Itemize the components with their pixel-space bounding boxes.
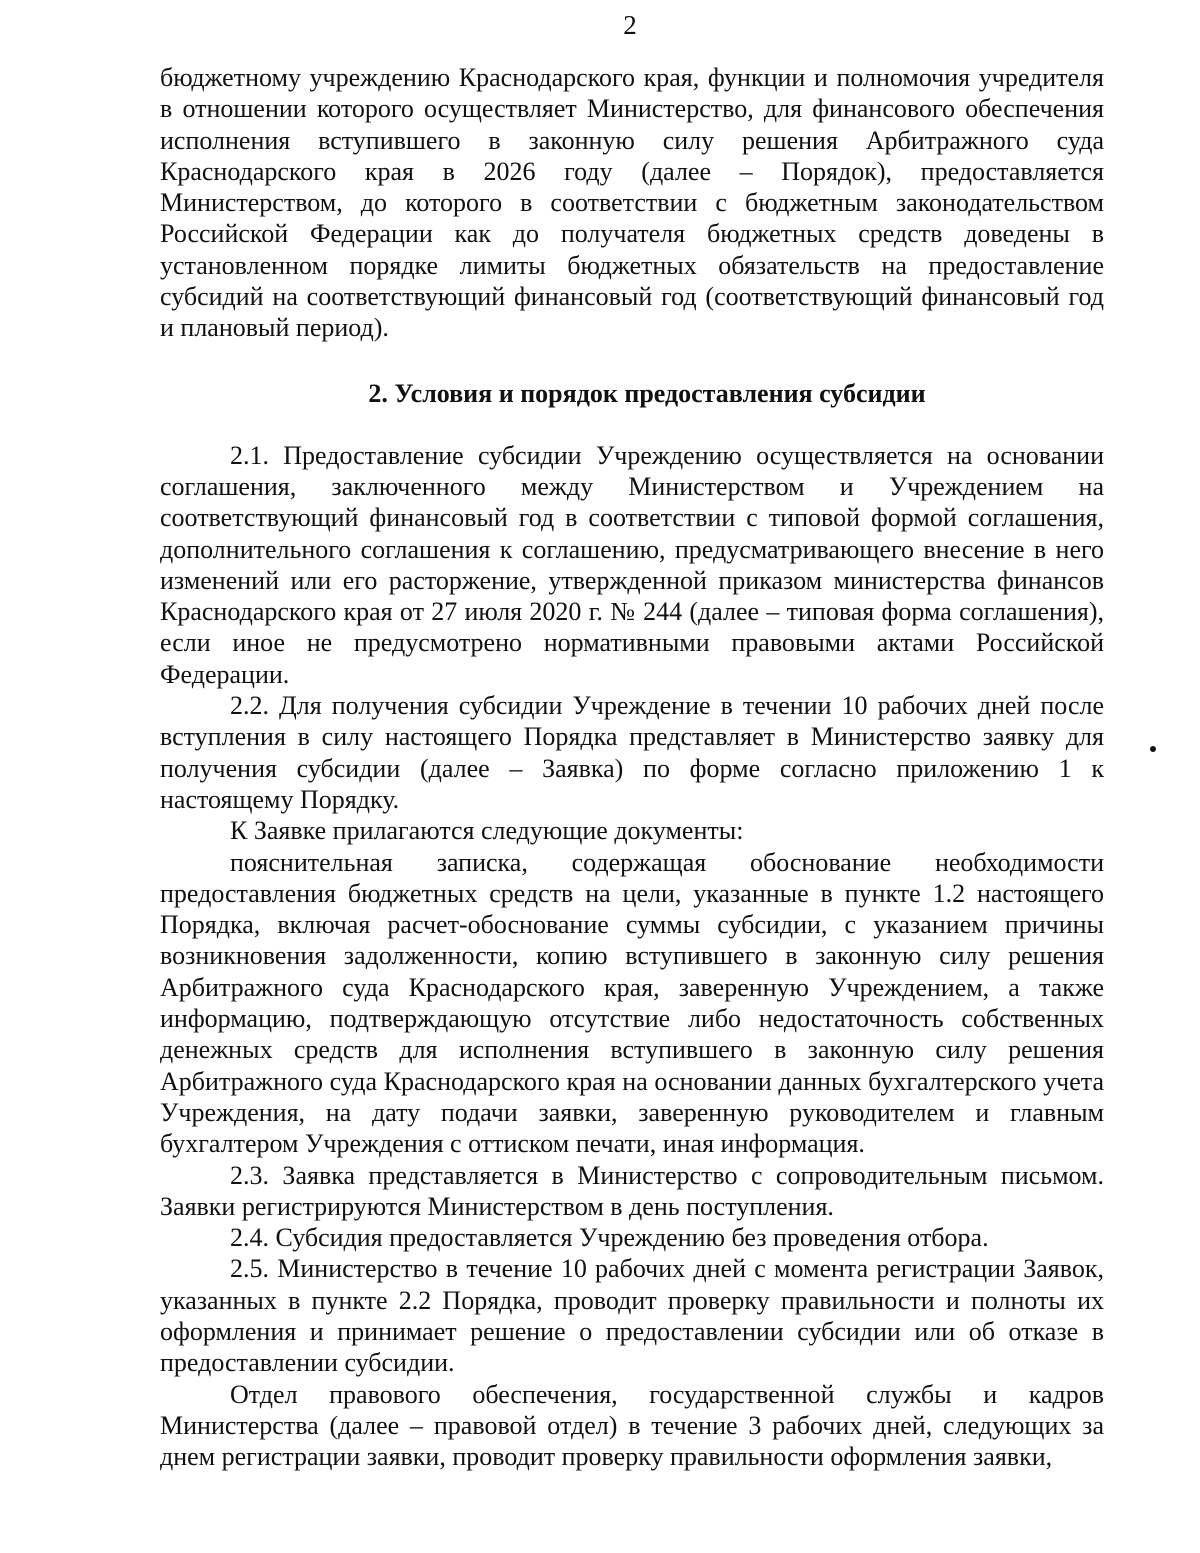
paragraph-2-1: 2.1. Предоставление субсидии Учреждению осуществляется на основании соглашения, заключенного между Министерством и Учреждением на соответствующий финансовый год в соответствии с типовой формой соглашения, дополнительного соглашения к соглашению, предусматривающего внесение в него изменений или его расторжение, утвержденной приказом министерства финансов Краснодарского края от 27 июля 2020 г. № 244 (далее – типовая форма соглашения), если иное не предусмотрено нормативными правовыми актами Российской Федерации. <box>160 440 1104 689</box>
paragraph-continuation: бюджетному учреждению Краснодарского края, функции и полномочия учредителя в отношении которого осуществляет Министерство, для финансового обеспечения исполнения вступившего в законную силу решения Арбитражного суда Краснодарского края в 2026 году (далее – Порядок), предоставляется Министерством, до которого в соответствии с бюджетным законодательством Российской Федерации как до получателя бюджетных средств доведены в установленном порядке лимиты бюджетных обязательств на предоставление субсидий на соответствующий финансовый год (соответствующий финансовый год и плановый период). <box>160 63 1104 343</box>
paragraph-2-2: 2.2. Для получения субсидии Учреждение в течении 10 рабочих дней после вступления в силу настоящего Порядка представляет в Министерство заявку для получения субсидии (далее – Заявка) по форме согласно приложению 1 к настоящему Порядку. <box>160 691 1104 814</box>
document-body <box>160 62 1104 1472</box>
paragraph-attachments-intro: К Заявке прилагаются следующие документы: <box>230 816 744 846</box>
paragraph-2-3: 2.3. Заявка представляется в Министерство с сопроводительным письмом. Заявки регистрируются Министерством в день поступления. <box>160 1160 1104 1221</box>
paragraph-2-5: 2.5. Министерство в течение 10 рабочих дней с момента регистрации Заявок, указанных в пункте 2.2 Порядка, проводит проверку правильности и полноты их оформления и принимает решение о предоставлении субсидии или об отказе в предоставлении субсидии. <box>160 1254 1104 1378</box>
page-number: 2 <box>623 10 637 40</box>
margin-dot-mark <box>1150 746 1156 752</box>
section-heading: 2. Условия и порядок предоставления субсидии <box>368 378 926 408</box>
paragraph-legal-department: Отдел правового обеспечения, государственной службы и кадров Министерства (далее – правовой отдел) в течение 3 рабочих дней, следующих за днем регистрации заявки, проводит проверку правильности оформления заявки, <box>160 1379 1104 1472</box>
paragraph-explanatory-note: пояснительная записка, содержащая обоснование необходимости предоставления бюджетных средств на цели, указанные в пункте 1.2 настоящего Порядка, включая расчет-обоснование суммы субсидии, с указанием причины возникновения задолженности, копию вступившего в законную силу решения Арбитражного суда Краснодарского края, заверенную Учреждением, а также информацию, подтверждающую отсутствие либо недостаточность собственных денежных средств для исполнения вступившего в законную силу решения Арбитражного суда Краснодарского края на основании данных бухгалтерского учета Учреждения, на дату подачи заявки, заверенную руководителем и главным бухгалтером Учреждения с оттиском печати, иная информация. <box>160 847 1104 1159</box>
paragraph-2-4: 2.4. Субсидия предоставляется Учреждению без проведения отбора. <box>230 1223 989 1253</box>
